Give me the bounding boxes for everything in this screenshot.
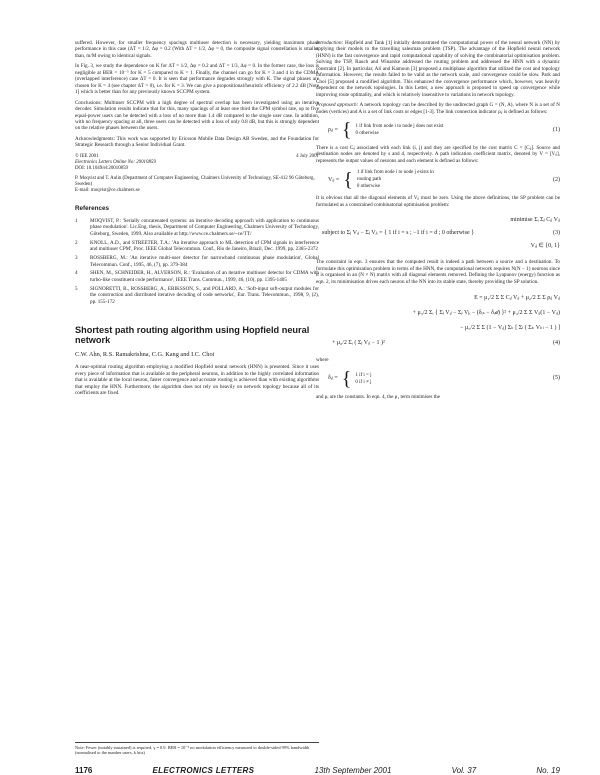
paragraph: There is a cost Cᵢⱼ associated with each link (i, j) and they are specified by the cost matrix C = [Cᵢⱼ]. Source and destination nodes are denoted by s and d, respectively. A path indication coefficient matrix, denoted by V = [Vᵢⱼ], represents the output values of neurons and each element is defined as follows: [316, 144, 560, 164]
equation-4: E = μ₁/2 Σ Σ Cᵢⱼ Vᵢⱼ + μ₂/2 Σ Σ ρᵢⱼ Vᵢⱼ + μ₃/2 Σᵢ { Σⱼ Vᵢⱼ − Σⱼ Vⱼᵢ − (δᵢₛ − δᵢ𝒹) }² + μ₄/2 Σ Σ Vᵢⱼ(1 − Vᵢⱼ) − μ₅/2 Σ Σ (1 − Vᵢⱼ) Σₖ [ Σₗ ( Σₖ Vₖₗ − 1 ) ] + μ₆/2 Σᵢ ( Σⱼ Vᵢⱼ − 1 )² (4) [332, 295, 560, 347]
reference-item: 3 ROSSBERG, M.: 'An iterative multi-user detector for narrowband continuous phase modulation', Global Telecommun. Conf., 1995, 46, (7), pp. 379-384 [75, 255, 319, 268]
email: E-mail: moqvist@ce.chalmers.se [75, 188, 140, 194]
doi: DOI: 10.1049/el:20010859 [75, 165, 128, 171]
equation-1: ρᵢⱼ = { 1 if link from node i to node j does not exist 0 otherwise (1) [328, 118, 560, 141]
reference-item: 4 SHEN, M., SCHNEIDER, H., ALVERSON, R.: 'Evaluation of an iterative multiuser detector for CDMA with turbo-like constituent code performance', IEEE Trans. Commun., 1999, 46, (10), pp. 1395-1405 [75, 270, 319, 283]
journal-name: ELECTRONICS LETTERS [152, 766, 255, 775]
paragraph: and μᵢ are the constants. In eqn. 4, the μ₁ term minimises the [316, 393, 440, 400]
issue-number: No. 19 [536, 766, 560, 775]
paragraph: suffered. However, for smaller frequency spacings multiuser detection is necessary, yielding maximum phase performance in this case (ΔT = 1/2, Δφ = 0.2 (With ΔT = 1/2, Δφ = 0, the composite signal constellation is smaller than, m/M owing to identical signals. [75, 40, 319, 59]
paragraph: In Fig. 3, we study the dependence on K for ΔT = 1/2, Δφ = 0.2 and ΔT = 1/3, Δφ = 0. In the former case, the loss is negligible at BER = 10⁻⁵ for K = 5 compared to K = 1. Finally, the channel can go for K = 3 and 4 in the CDMA (overlapped interference) case ΔT = 0. It is seen that performance degrades strongly with K. The signal phases are chosen for K = 4 (see chapter ΔT = 0), i.e. for K = 3. We can give a propositional/heuristic efficiency of 2.2 dB [Note 1] which is better than for any previously known SCCPM system. [75, 63, 319, 96]
equation-5: δᵢⱼ = { 1 if i = j 0 if i ≠ j (5) [328, 367, 560, 390]
volume: Vol. 37 [451, 766, 477, 775]
article-authors: C.W. Ahn, R.S. Ramakrishna, C.G. Kang and I.C. Choi [75, 351, 215, 359]
paragraph: It is obvious that all the diagonal elements of Vᵢⱼ must be zero. Using the above definitions, the SP problem can be formulated as a constrained combinatorial optimisation problem: [316, 195, 560, 208]
received-date: 4 July 2001 [296, 153, 319, 159]
right-column [316, 40, 560, 404]
conclusions-paragraph: Conclusions: Multiuser SCCPM with a high degree of spectral overlap has been investigated using an iterative decoder. Simulation results indicate that for this, many spacings of at least one third the CPM symbol rate, up to five equal-power users can be detected with a loss of no more than 1.4 dB compared to the single user case. In addition, with no frequency spacing at all, three users can be detected with a loss of only 0.8 dB, but this is strongly dependent on the relative phases between the users. [75, 99, 319, 132]
approach-paragraph: Proposed approach: A network topology can be described by the undirected graph G = (N, A), where N is a set of N nodes (vertices) and A is a set of link costs or edges [1-3]. The link connection indicator ρᵢⱼ is defined as follows: [316, 102, 560, 115]
abstract: A near-optimal routing algorithm employing a modified Hopfield neural network (HNN) is presented. Since it uses every piece of information that is available at the peripheral neurons, in addition to the highly correlated information that is available at the local neuron, faster convergence and accurate routing is achieved than with existing algorithms that employ the HNN. Furthermore, the algorithm does not rely on heavily on network topology because all of its coefficients are fixed. [75, 364, 319, 397]
reference-list [75, 218, 319, 305]
acknowledgments: Acknowledgments: This work was supported by Ericsson Mobile Data Design AB Sweden, and the Foundation for Strategic Research through a Senior Individual Grant. [75, 135, 319, 149]
affiliation: P. Moqvist and T. Aulin (Department of Computer Engineering, Chalmers University of Technology, SE-412 96 Göteborg, Sweden) [75, 176, 315, 188]
paragraph: The constraint in eqn. 3 ensures that the computed result is indeed a path between a source and a destination. To formulate this optimisation problem in terms of the HNN, the computational network requires N(N − 1) neurons since it is organised in an (N × N) matrix with all diagonal elements removed. Defining the Lyapunov (energy) function as eqn. 2, its minimisation drives each neuron of the NN into its stable state, thereby providing the SP solution. [316, 259, 560, 285]
page-number: 1176 [75, 766, 93, 775]
footnote: Note: Fewer (notably sustained) is required, γ = 0.9. BER = 10⁻⁵ no modulation efficiency measured to double-sided 99% bandwidth (normalised to the number users, k bits) [75, 742, 319, 756]
issue-date: 13th September 2001 [314, 766, 392, 775]
article-title: Shortest path routing algorithm using Hopfield neural network [75, 325, 310, 346]
equation-2: Vᵢⱼ = { 1 if link from node i to node j exists in routing path 0 otherwise (2) [328, 168, 560, 191]
publication-meta [75, 154, 319, 195]
online-number: Electronics Letters Online No: 20010859 [75, 159, 156, 165]
reference-item: 5 SIGNORETTI, B., ROSSBERG, A., ERIKSSON, S., and POLLARD, A.: 'Soft-input soft-output modules for the construction and distributed iterative decoding of code networks', Eur. Trans. Telecommun., 1998, 9, (2), pp. 155-172 [75, 285, 319, 305]
left-column [75, 40, 319, 401]
introduction-paragraph: Introduction: Hopfield and Tank [1] initially demonstrated the computational power of the neural network (NN) by applying their models to the travelling salesman problem (TSP). The advantage of the Hopfield neural network (HNN) is the fast convergence and rapid computational capability of solving the combinatorial optimisation problem. Solving the TSP, Rauch and Winarske addressed the routing problem and addressed the HNN with a dynamic constraint [2]. In particular, Ali and Kamoun [3] proposed a multiphase algorithm that utilized the cost and topology information. However, the results failed to be valid as the network scale, and convergence could be slow. Park and Choi [5] proposed a modified algorithm. This enhanced the convergence performance which, however, was heavily dependent on the network topologies. In this Letter, a new approach is proposed to speed up convergence while improving route optimality, and which is relatively insensitive to variations in network topology. [316, 40, 560, 98]
reference-item: 2 KNOLL, A.D., and STREETER, T.A.: 'An iterative approach to ML detection of CPM signals in interference and multiuser CPM', Proc. IEEE Global Telecommun. Conf., Rio de Janeiro, Brazil, Dec. 1999, pp. 2365-2372 [75, 239, 319, 253]
equation-3: minimise Σᵢ Σⱼ Cᵢⱼ Vᵢⱼ subject to Σⱼ Vᵢⱼ − Σⱼ Vⱼᵢ = { 1 if i = s ; −1 if i = d ; 0 otherwise } (3) Vᵢⱼ ∈ {0, 1} [322, 217, 560, 250]
page-footer [75, 766, 560, 775]
references-heading: References [75, 205, 109, 213]
copyright: © IEE 2001 [75, 153, 99, 159]
where-label: where [316, 357, 329, 364]
reference-item: 1 MOQVIST, P.: 'Serially concatenated systems: an iterative decoding approach with application to continuous phase modulation'. Lic.Eng. thesis, Department of Computer Engineering, Chalmers University of Technology, Göteborg, Sweden, 1999. Also available at http://www.ce.chalmers.se/~ce/TT/ [75, 217, 319, 237]
